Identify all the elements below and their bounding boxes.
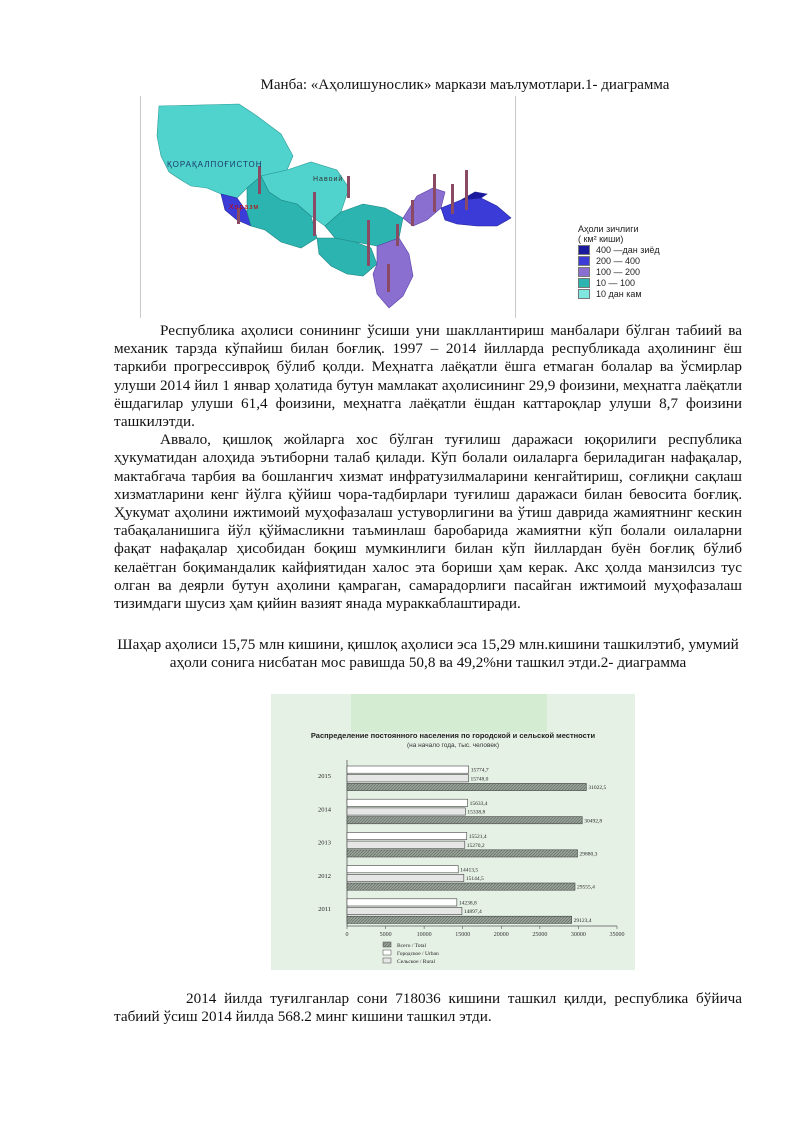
births-paragraph	[114, 990, 742, 1027]
map-label-khorezm: Хоразм	[229, 204, 260, 211]
bar-всего	[347, 783, 586, 790]
bar-value-label: 15633,4	[469, 800, 488, 807]
bar-всего	[347, 850, 578, 857]
bar-value-label: 14238,8	[458, 900, 477, 907]
legend-label: 400 —дан зиёд	[596, 245, 660, 255]
legend-item	[578, 267, 688, 277]
legend-swatch	[578, 245, 590, 255]
body-text	[114, 322, 742, 613]
population-chart	[271, 694, 635, 970]
chart-svg	[271, 694, 635, 970]
bar-сельское	[347, 808, 465, 815]
bar-сельское	[347, 874, 464, 881]
legend-label: 10 — 100	[596, 278, 636, 288]
bottom-paragraph-text: 2014 йилда туғилганлар сони 718036 кишини ташкил қилди, республика бўйича табиий ўсиш 2014 йилда 568.2 минг кишини ташкил этди.	[114, 990, 742, 1026]
x-tick-label: 20000	[493, 932, 509, 938]
bar-городское	[347, 866, 458, 873]
bar-сельское	[347, 841, 465, 848]
bar-value-label: 15338,8	[467, 809, 486, 816]
uzbekistan-density-map	[140, 96, 516, 318]
legend-swatch	[578, 256, 590, 266]
map-label-navoi: Навоий	[313, 176, 344, 183]
category-label: 2011	[318, 906, 331, 914]
x-tick-label: 10000	[416, 932, 432, 938]
x-tick-label: 35000	[609, 932, 625, 938]
bar-городское	[347, 799, 468, 806]
bar-value-label: 15748,0	[470, 776, 489, 783]
chart-subtitle: (на начало года, тыс. человек)	[406, 742, 500, 749]
legend-label: 100 — 200	[596, 267, 641, 277]
map-svg	[141, 96, 515, 318]
paragraph-2: Аввало, қишлоқ жойларга хос бўлган туғилиш даражаси юқорилиги республика ҳукуматидан алоҳида эътиборни талаб қилади. Кўп болали оилаларга бериладиган нафақалар, мактабгача тарбия ва бошлангич хизмат инфратузилмаларини кенгайтириш, соғлиқни сақлаш хизматларини кенг йўлга қўйиш чора-тадбирлари туғилиш даражаси билан бевосита боғлиқ. Ҳукумат аҳолини ижтимоий муҳофазалаш устуворлигини ва ўтиш даврида жамиятнинг кескин табақаланишига йўл қўймасликни таъминлаш баробарида жамиятни кўп болали оилаларни фақат нафақалар ҳисобидан боқиш мумкинлиги билан кўп йиллардан буён боғлиқ бўлиб келаётган боқимандалик кайфиятидан халос эта бориши ҳам керак. Акс ҳолда манзилсиз тус олган ва деярли бутун аҳолини қамраган, самарадорлиги пасайган ижтимоий муҳофазалаш тизимдаги шусиз ҳам қийин вазият янада мураккаблаштиради.	[114, 431, 742, 613]
bar-value-label: 14413,5	[460, 867, 479, 874]
legend-item	[578, 278, 688, 288]
map-legend	[578, 224, 688, 299]
bar-value-label: 15144,5	[465, 876, 484, 882]
legend-swatch	[578, 278, 590, 288]
urban-rural-summary: Шаҳар аҳолиси 15,75 млн кишини, қишлоқ аҳолиси эса 15,29 млн.кишини ташкилэтиб, умумий аҳоли сонига нисбатан мос равишда 50,8 ва 49,2%ни ташкил этди.2- диаграмма	[117, 636, 739, 672]
chart-title: Распределение постоянного населения по городской и сельской местности	[310, 731, 596, 740]
bar-value-label: 15774,7	[470, 767, 489, 774]
bar-value-label: 29123,4	[573, 917, 592, 924]
category-label: 2014	[318, 806, 331, 814]
bar-городское	[347, 899, 457, 906]
legend-label: 10 дан кам	[596, 289, 642, 299]
legend-item	[578, 245, 688, 255]
category-label: 2012	[318, 872, 331, 880]
map-region-surkhandarya	[373, 238, 413, 308]
x-tick-label: 30000	[570, 932, 586, 938]
legend-label: 200 — 400	[596, 256, 641, 266]
chart-plot	[318, 760, 625, 938]
map-caption: Манба: «Аҳолишунослик» маркази маълумотлари.1- диаграмма	[260, 77, 670, 93]
x-tick-label: 5000	[379, 932, 392, 938]
legend-label: Сельское / Rural	[397, 959, 436, 965]
bar-value-label: 15270,2	[466, 842, 485, 849]
legend-swatch	[383, 942, 391, 947]
bar-value-label: 14897,4	[463, 909, 482, 916]
legend-swatch	[578, 289, 590, 299]
legend-swatch	[578, 267, 590, 277]
bar-сельское	[347, 775, 468, 782]
bar-всего	[347, 883, 575, 890]
legend-item	[578, 289, 688, 299]
x-tick-label: 25000	[532, 932, 548, 938]
legend-swatch	[383, 950, 391, 955]
legend-label: Городское / Urban	[397, 951, 439, 957]
bar-value-label: 30492,8	[584, 818, 603, 825]
bar-сельское	[347, 908, 462, 915]
chart-legend	[383, 942, 439, 965]
bar-value-label: 31022,5	[588, 785, 607, 792]
legend-label: Всего / Total	[397, 943, 426, 949]
legend-swatch	[383, 958, 391, 963]
map-label-karakalpakstan: ҚОРАҚАЛПОҒИСТОН	[167, 160, 263, 169]
bar-value-label: 29555,4	[576, 884, 595, 891]
bar-всего	[347, 817, 582, 824]
map-region-tashkent	[403, 188, 445, 226]
x-tick-label: 0	[345, 932, 349, 938]
legend-title: Аҳоли зичлиги	[578, 224, 639, 234]
category-label: 2013	[318, 839, 331, 847]
legend-item	[578, 256, 688, 266]
x-tick-label: 15000	[455, 932, 471, 938]
bar-value-label: 15521,4	[468, 834, 487, 841]
bar-городское	[347, 766, 469, 773]
bar-городское	[347, 832, 467, 839]
category-label: 2015	[318, 773, 331, 781]
legend-unit: ( км² киши)	[578, 234, 624, 244]
paragraph-1: Республика аҳолиси сонининг ўсиши уни шакллантириш манбалари бўлган табиий ва механик тарзда кўпайиш билан боғлиқ. 1997 – 2014 йилларда республикада аҳолининг ёш таркиби прогрессивроқ бўлиб қолди. Меҳнатга лаёқатли ёшга етмаган болалар ва ўсмирлар улуши 2014 йил 1 январ ҳолатида бутун мамлакат аҳолисининг 29,9 фоизини, меҳнатга лаёқатли ёшдагилар улуши 61,4 фоизини, меҳнатга лаёқатли ёшдан каттароқлар улуши 8,7 фоизини ташкилэтди.	[114, 322, 742, 431]
bar-value-label: 29880,3	[579, 851, 598, 858]
bar-всего	[347, 916, 572, 923]
